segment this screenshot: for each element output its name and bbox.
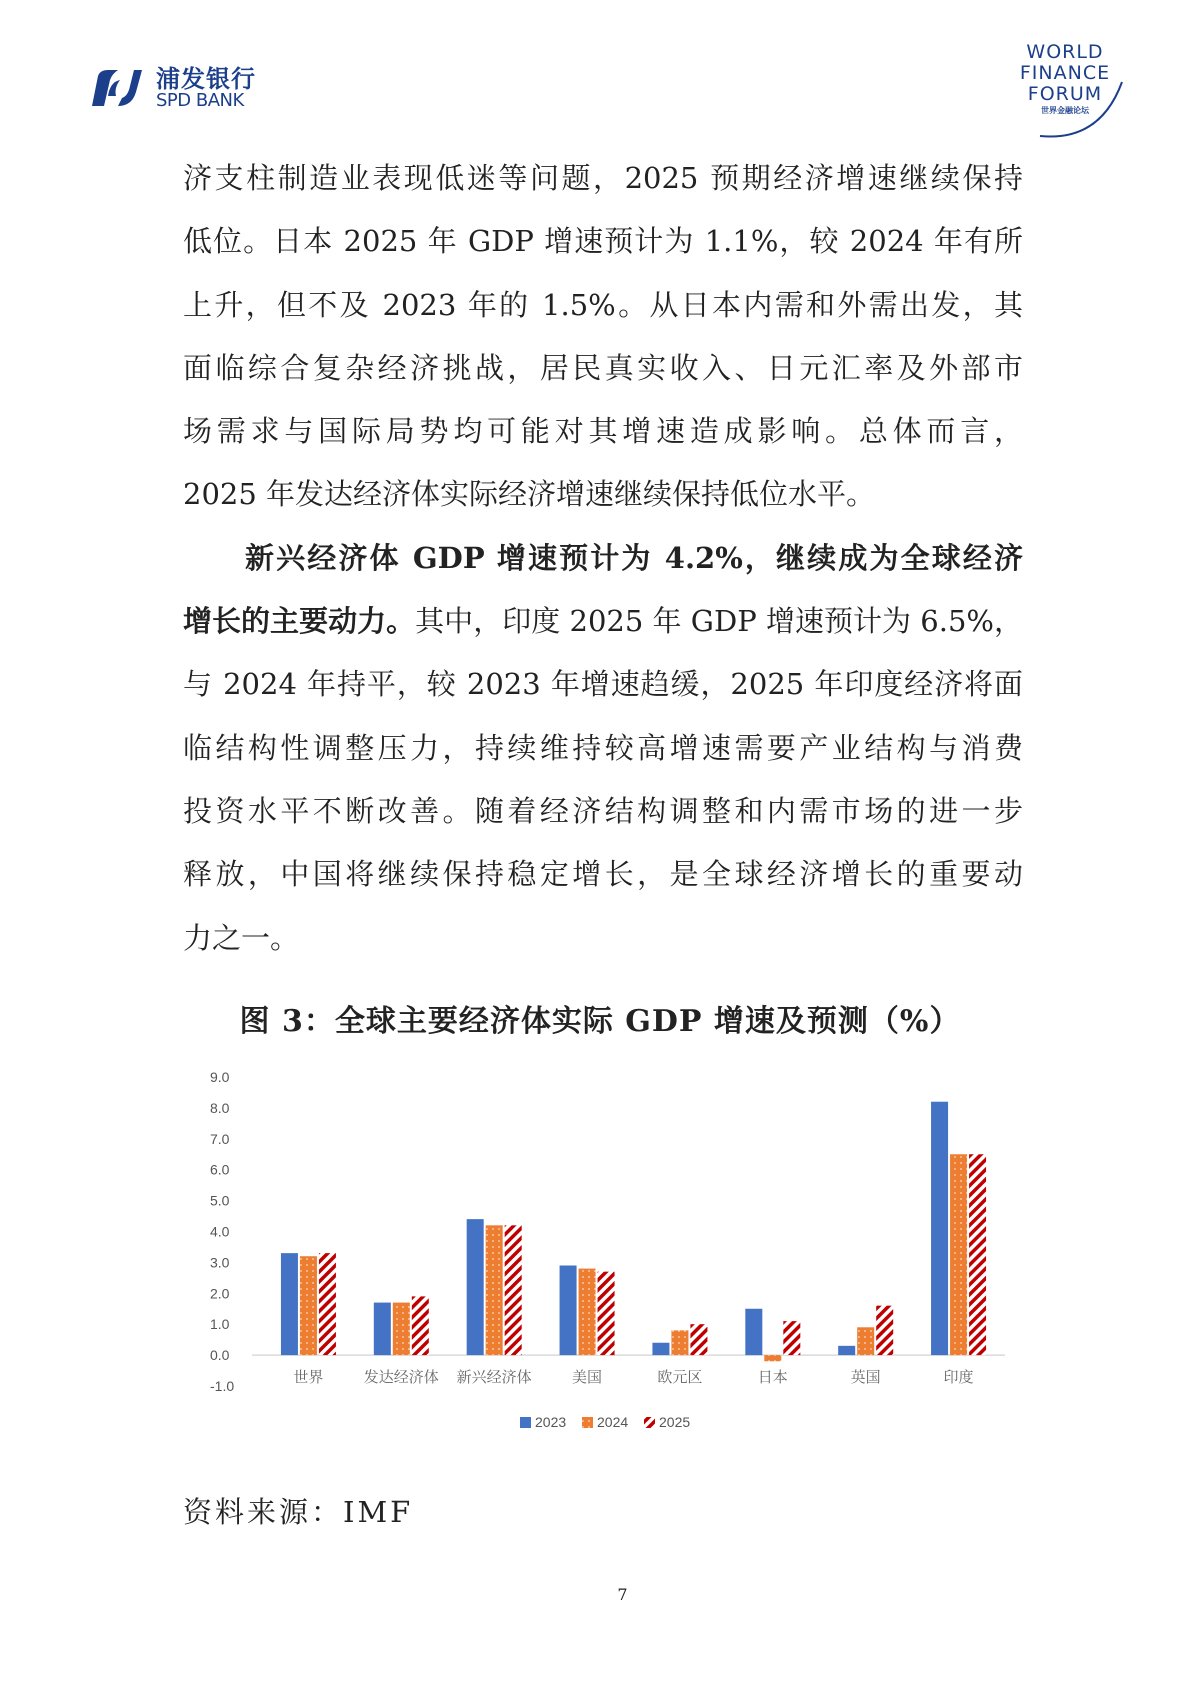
bold-text-line [183,538,1023,601]
bar-2025 [505,1225,522,1355]
text-line: 场需求与国际局势均可能对其增速造成影响。总体而言， [183,414,1023,449]
bar-2023 [560,1265,577,1355]
category-label: 发达经济体 [363,1368,439,1387]
y-tick-label: 2.0 [210,1285,230,1302]
y-tick-label: 7.0 [210,1130,230,1147]
bar-2024 [486,1225,503,1355]
bar-2025 [783,1321,800,1355]
body-text [183,158,1023,981]
text-line [183,601,1023,664]
y-tick-label: 5.0 [210,1192,230,1209]
bar-2024 [579,1269,596,1356]
gdp-growth-bar-chart [190,1052,1030,1452]
y-tick-label: 3.0 [210,1254,230,1271]
y-tick-label: -1.0 [210,1378,235,1394]
text-line: 释放，中国将继续保持稳定增长，是全球经济增长的重要动 [183,857,1023,892]
category-label: 日本 [757,1368,788,1387]
legend-swatch-2023 [520,1417,531,1428]
bar-2023 [374,1303,391,1356]
wff-arc-icon [1000,42,1130,142]
spd-bank-logo [88,66,256,112]
figure-title: 图 3：全球主要经济体实际 GDP 增速及预测（%） [239,1004,961,1039]
legend-swatch-2025 [644,1417,655,1428]
bar-2025 [876,1306,893,1355]
spd-logo-en: SPD BANK [156,90,244,112]
bar-2025 [412,1296,429,1355]
text: 其中，印度 2025 年 GDP 增速预计为 6.5%， [415,604,1023,639]
world-finance-forum-logo [1000,42,1130,142]
category-label: 印度 [943,1368,974,1387]
bar-2025 [319,1253,336,1355]
text-line: 与 2024 年持平，较 2023 年增速趋缓，2025 年印度经济将面 [183,667,1023,702]
bar-2024 [300,1256,317,1355]
y-tick-label: 1.0 [210,1316,230,1333]
category-label: 欧元区 [657,1368,703,1387]
page-number: 7 [617,1585,628,1604]
legend-swatch-2024 [582,1417,593,1428]
text-line: 低位。日本 2025 年 GDP 增速预计为 1.1%，较 2024 年有所 [183,224,1023,259]
bar-2024 [393,1303,410,1356]
bold-text: 新兴经济体 GDP 增速预计为 4.2%，继续成为全球经济 [245,540,1023,575]
y-tick-label: 8.0 [210,1099,230,1116]
bar-2024 [950,1154,967,1355]
text-line: 临结构性调整压力，持续维持较高增速需要产业结构与消费 [183,730,1023,765]
bar-2025 [598,1272,615,1355]
bar-2024 [857,1327,874,1355]
legend-label: 2023 [535,1414,567,1430]
y-tick-label: 6.0 [210,1161,230,1178]
y-tick-label: 4.0 [210,1223,230,1240]
bar-2025 [969,1154,986,1355]
bar-2023 [931,1102,948,1355]
bar-2024 [764,1355,781,1361]
legend-label: 2024 [597,1414,629,1430]
text-line: 2025 年发达经济体实际经济增速继续保持低位水平。 [183,477,876,512]
text-line: 力之一。 [183,920,300,955]
wff-line: WORLD [1026,41,1104,63]
wff-line: FINANCE [1019,62,1111,84]
bar-2023 [838,1346,855,1355]
category-label: 世界 [293,1368,324,1387]
bar-2023 [745,1309,762,1355]
category-label: 新兴经济体 [456,1368,532,1387]
wff-line: FORUM [1027,83,1103,105]
legend-label: 2025 [659,1414,691,1430]
text-line: 投资水平不断改善。随着经济结构调整和内需市场的进一步 [183,793,1023,828]
text-line: 济支柱制造业表现低迷等问题，2025 预期经济增速继续保持 [183,161,1023,195]
category-label: 英国 [850,1368,881,1387]
source-note: 资料来源：IMF [183,1495,414,1529]
bar-2023 [281,1253,298,1355]
y-tick-label: 9.0 [210,1069,230,1085]
text-line: 面临综合复杂经济挑战，居民真实收入、日元汇率及外部市 [183,350,1023,385]
bar-2025 [690,1324,707,1355]
bar-2024 [671,1330,688,1355]
bar-2023 [467,1219,484,1355]
category-label: 美国 [572,1368,603,1387]
bar-2023 [652,1343,669,1355]
spd-logo-cn: 浦发银行 [156,64,256,93]
y-tick-label: 0.0 [210,1347,230,1364]
spd-logo-icon [88,66,146,112]
bold-text: 增长的主要动力。 [183,604,416,639]
wff-cn: 世界金融论坛 [1041,106,1089,115]
text-line: 上升，但不及 2023 年的 1.5%。从日本内需和外需出发，其 [183,287,1023,322]
